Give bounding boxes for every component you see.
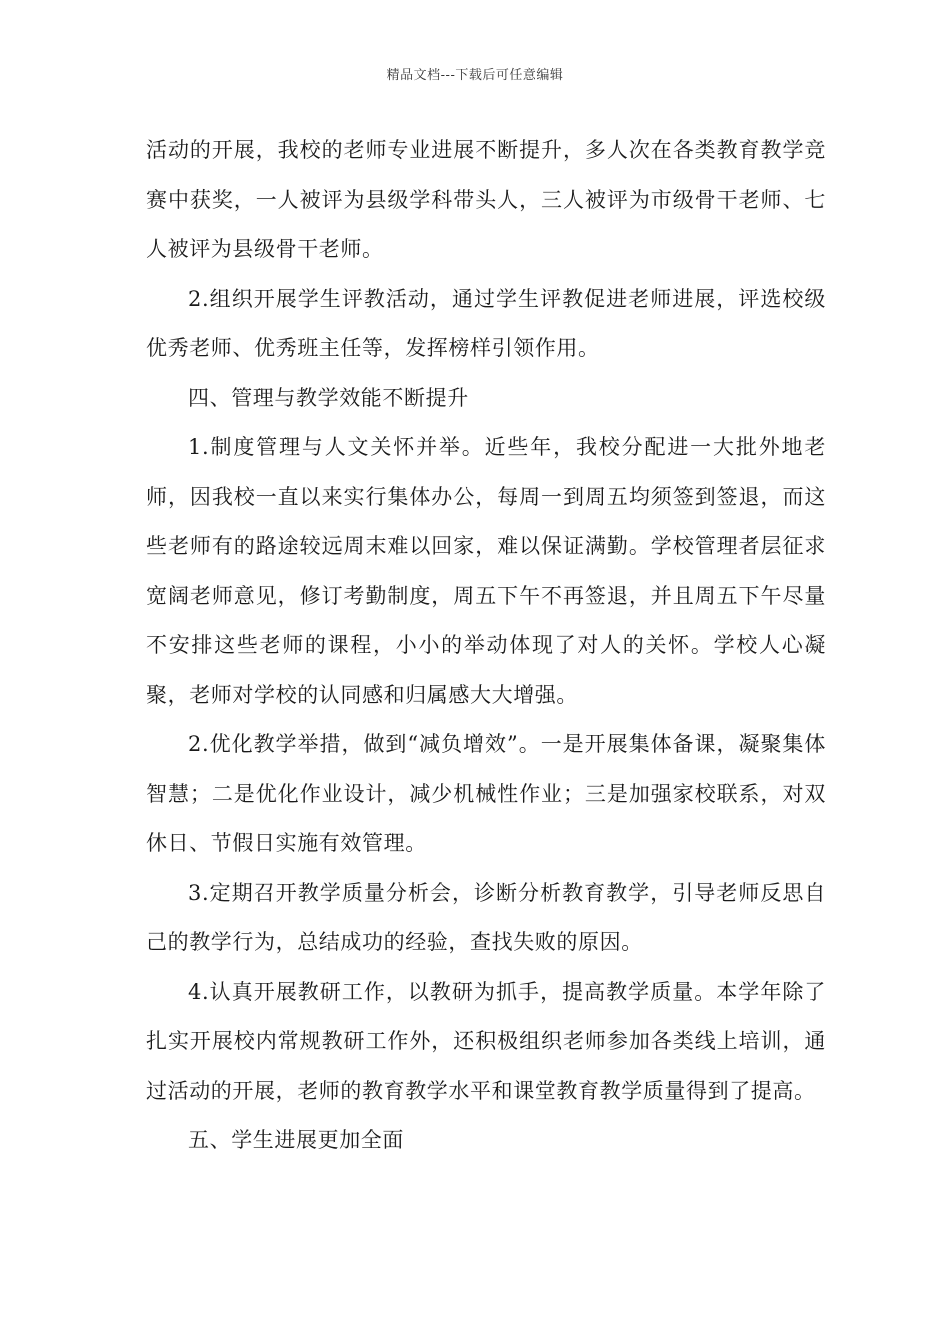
document-body (146, 126, 826, 1166)
paragraph-item-2: 2.组织开展学生评教活动，通过学生评教促进老师进展，评选校级优秀老师、优秀班主任等，发挥榜样引领作用。 (146, 286, 826, 360)
paragraph-item-1: 1.制度管理与人文关怀并举。近些年，我校分配进一大批外地老师，因我校一直以来实行集体办公，每周一到周五均须签到签退，而这些老师有的路途较远周末难以回家，难以保证满勤。学校管理者层征求宽阔老师意见，修订考勤制度，周五下午不再签退，并且周五下午尽量不安排这些老师的课程，小小的举动体现了对人的关怀。学校人心凝聚，老师对学校的认同感和归属感大大增强。 (146, 435, 826, 707)
section-heading-5: 五、学生进展更加全面 (188, 1128, 404, 1152)
paragraph-item-4: 4.认真开展教研工作，以教研为抓手，提高教学质量。本学年除了扎实开展校内常规教研工作外，还积极组织老师参加各类线上培训，通过活动的开展，老师的教育教学水平和课堂教育教学质量得到了提高。 (146, 979, 826, 1103)
page-header: 精品文档---下载后可任意编辑 (386, 68, 564, 83)
paragraph-continuation: 活动的开展，我校的老师专业进展不断提升，多人次在各类教育教学竞赛中获奖，一人被评为县级学科带头人，三人被评为市级骨干老师、七人被评为县级骨干老师。 (146, 138, 826, 261)
paragraph-item-2b: 2.优化教学举措，做到“减负增效”。一是开展集体备课，凝聚集体智慧；二是优化作业设计，减少机械性作业；三是加强家校联系，对双休日、节假日实施有效管理。 (146, 732, 826, 855)
section-heading-4: 四、管理与教学效能不断提升 (188, 385, 469, 410)
paragraph-item-3: 3.定期召开教学质量分析会，诊断分析教育教学，引导老师反思自己的教学行为，总结成功的经验，查找失败的原因。 (146, 880, 826, 954)
